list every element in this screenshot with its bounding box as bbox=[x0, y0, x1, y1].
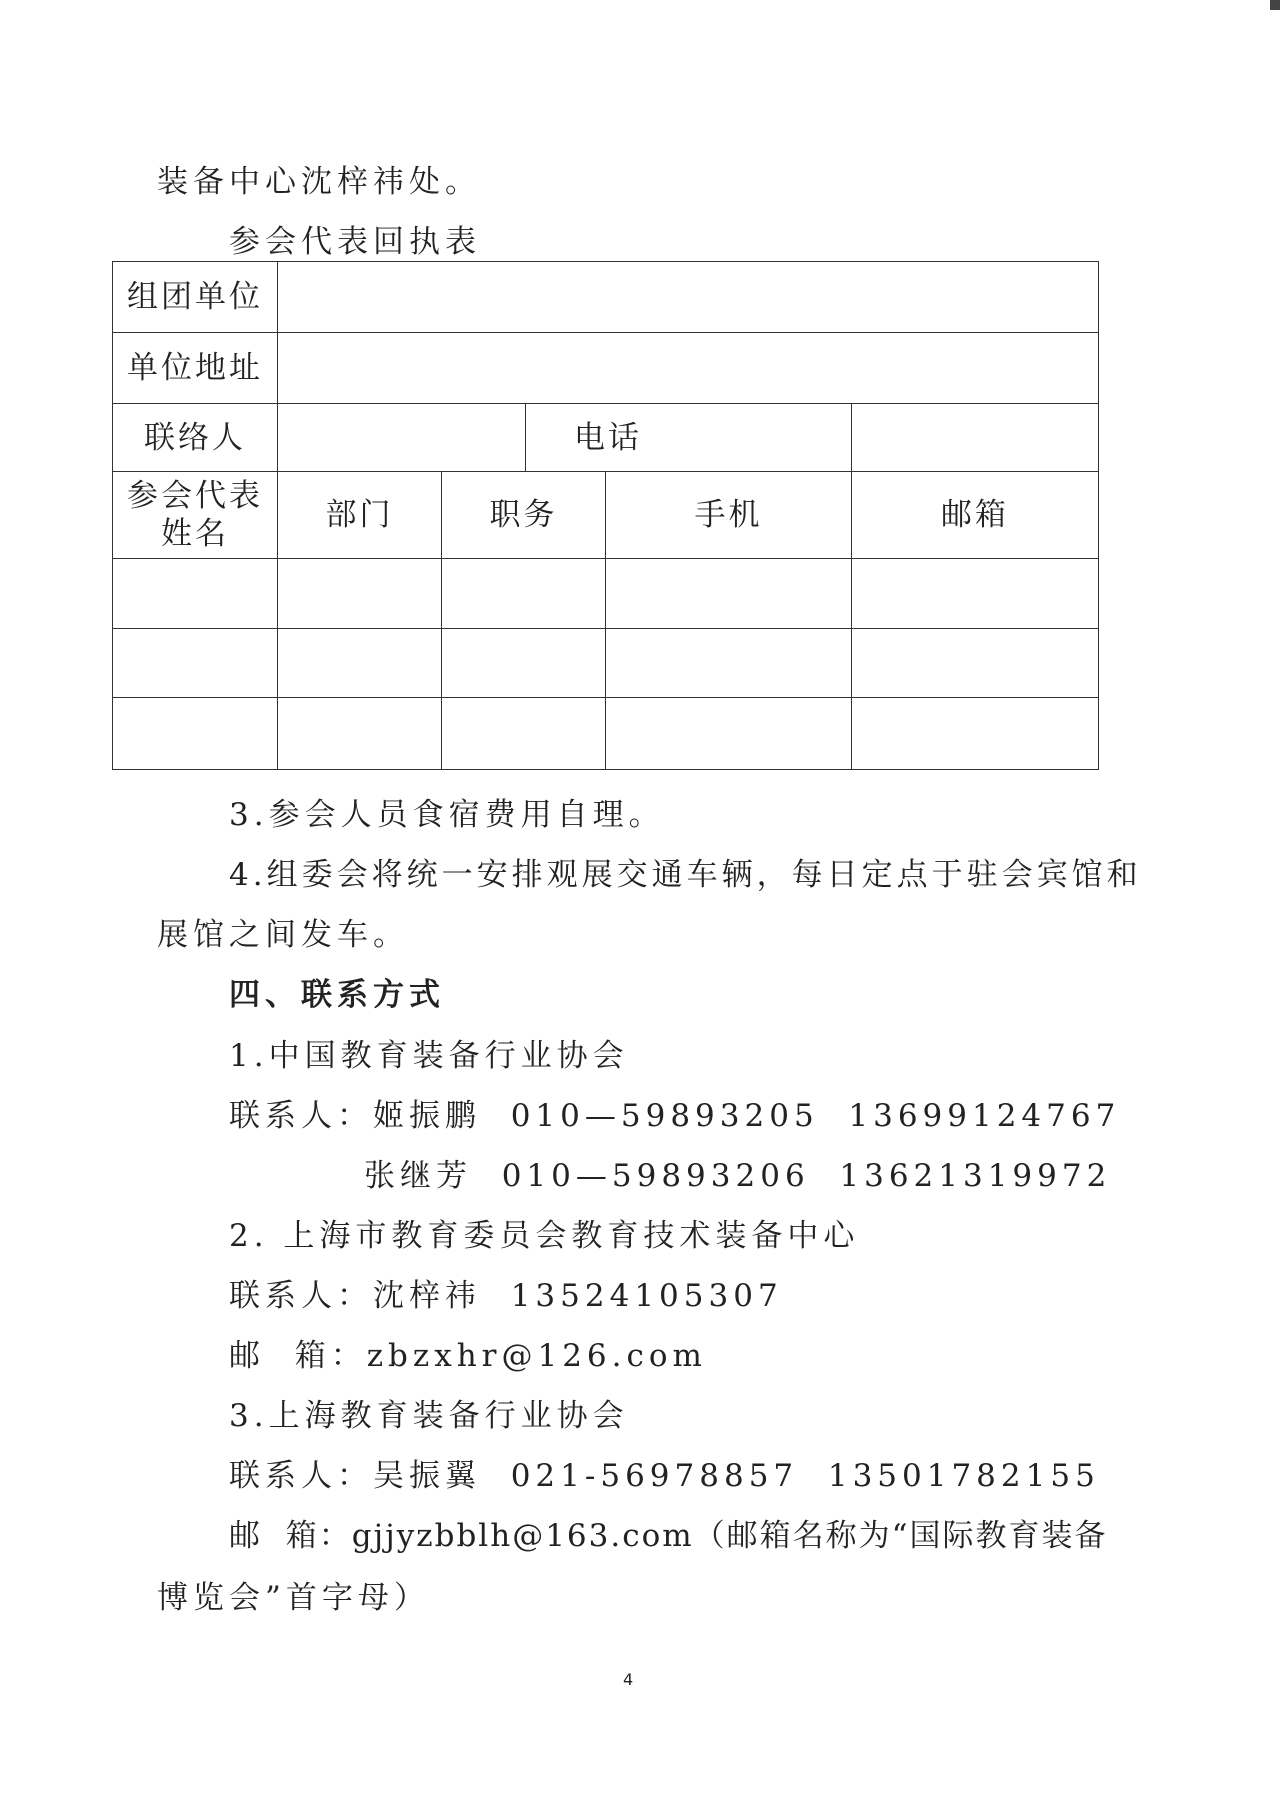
address-field[interactable] bbox=[278, 333, 1099, 404]
contact-org1: 1.中国教育装备行业协会 bbox=[229, 1038, 629, 1074]
name-label-line2: 姓名 bbox=[161, 516, 229, 552]
contact-org3-person: 联系人：吴振翼 021-56978857 13501782155 bbox=[229, 1458, 1100, 1494]
item-4-line2: 展馆之间发车。 bbox=[157, 917, 409, 953]
table-row bbox=[113, 559, 1099, 629]
intro-tail: 装备中心沈梓祎处。 bbox=[157, 164, 481, 200]
contact-org3-email-line2: 博览会”首字母） bbox=[157, 1580, 430, 1616]
item-3: 3.参会人员食宿费用自理。 bbox=[229, 797, 665, 833]
address-label: 单位地址 bbox=[113, 333, 278, 404]
title-label: 职务 bbox=[442, 472, 606, 559]
cell[interactable] bbox=[606, 559, 852, 629]
contact-org3-email-line1: 邮 箱：gjjyzbblh@163.com（邮箱名称为“国际教育装备 bbox=[229, 1518, 1108, 1554]
contact-org2: 2. 上海市教育委员会教育技术装备中心 bbox=[229, 1218, 860, 1254]
cell[interactable] bbox=[442, 698, 606, 770]
contact-label: 联络人 bbox=[113, 404, 278, 472]
contact-org1-person1: 联系人：姬振鹏 010—59893205 13699124767 bbox=[229, 1098, 1121, 1134]
table-row bbox=[113, 698, 1099, 770]
cell[interactable] bbox=[113, 559, 278, 629]
contact-org3: 3.上海教育装备行业协会 bbox=[229, 1398, 629, 1434]
email-label: 邮箱 bbox=[852, 472, 1099, 559]
section-heading: 四、联系方式 bbox=[229, 977, 445, 1013]
cell[interactable] bbox=[852, 698, 1099, 770]
contact-org1-person2: 张继芳 010—59893206 13621319972 bbox=[364, 1158, 1112, 1194]
cell[interactable] bbox=[278, 559, 442, 629]
row-address bbox=[113, 333, 1099, 404]
row-contact bbox=[113, 404, 1099, 472]
mobile-label: 手机 bbox=[606, 472, 852, 559]
scan-edge-mark bbox=[1270, 0, 1280, 10]
receipt-form-table bbox=[112, 261, 1099, 770]
item-4-line1: 4.组委会将统一安排观展交通车辆，每日定点于驻会宾馆和 bbox=[229, 857, 1142, 893]
phone-field[interactable] bbox=[852, 404, 1099, 472]
dept-label: 部门 bbox=[278, 472, 442, 559]
cell[interactable] bbox=[606, 629, 852, 698]
contact-field[interactable] bbox=[278, 404, 526, 472]
row-header bbox=[113, 472, 1099, 559]
contact-org2-person: 联系人：沈梓祎 13524105307 bbox=[229, 1278, 783, 1314]
page-number: 4 bbox=[623, 1670, 634, 1689]
cell[interactable] bbox=[852, 629, 1099, 698]
name-label bbox=[113, 472, 278, 559]
cell[interactable] bbox=[278, 698, 442, 770]
phone-label: 电话 bbox=[526, 404, 852, 472]
org-label: 组团单位 bbox=[113, 262, 278, 333]
org-field[interactable] bbox=[278, 262, 1099, 333]
cell[interactable] bbox=[606, 698, 852, 770]
cell[interactable] bbox=[442, 629, 606, 698]
row-org bbox=[113, 262, 1099, 333]
cell[interactable] bbox=[278, 629, 442, 698]
cell[interactable] bbox=[113, 629, 278, 698]
table-caption: 参会代表回执表 bbox=[229, 224, 481, 260]
cell[interactable] bbox=[113, 698, 278, 770]
table-row bbox=[113, 629, 1099, 698]
contact-org2-email: 邮 箱：zbzxhr@126.com bbox=[229, 1338, 707, 1374]
cell[interactable] bbox=[852, 559, 1099, 629]
cell[interactable] bbox=[442, 559, 606, 629]
name-label-line1: 参会代表 bbox=[127, 478, 263, 514]
